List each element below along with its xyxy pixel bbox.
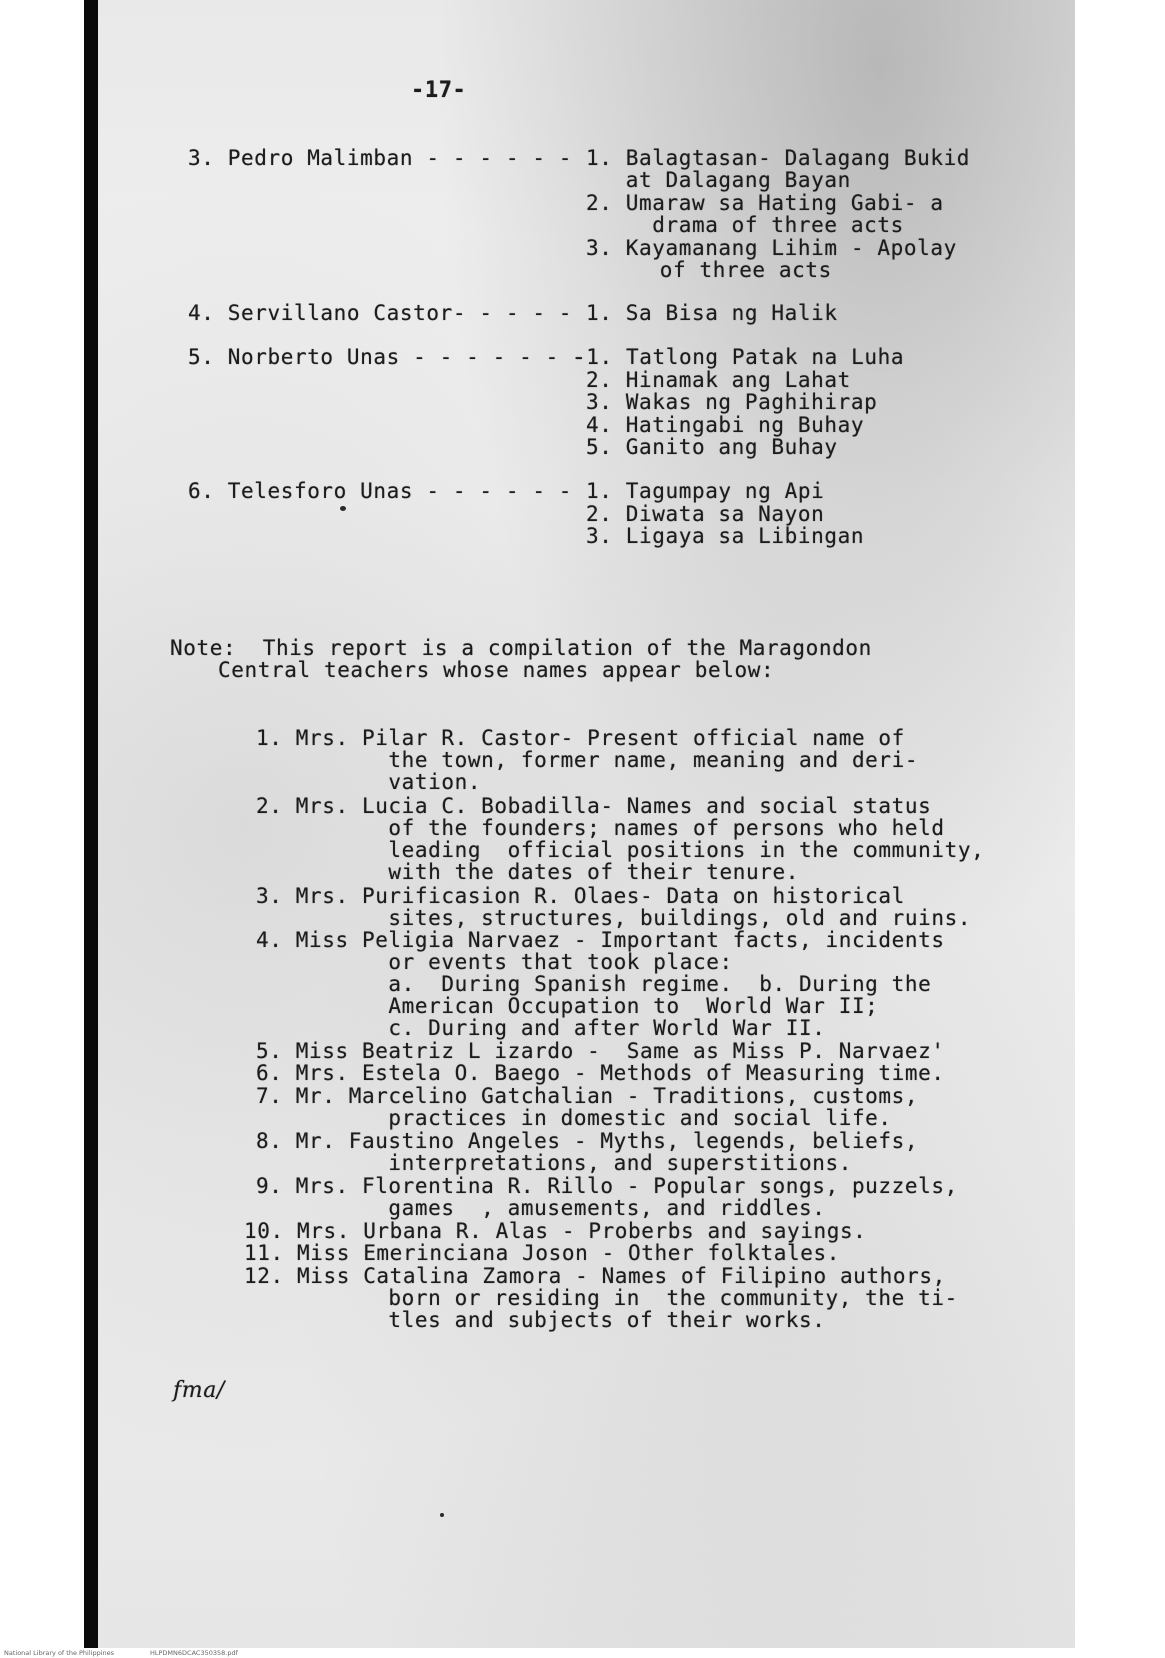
teacher-entry-line: 10. Mrs. Urbana R. Alas - Proberbs and sayings. bbox=[244, 1219, 867, 1243]
teacher-entry-line: American Occupation to World War II; bbox=[256, 994, 879, 1018]
document-page bbox=[98, 0, 1075, 1648]
teacher-entry-line: 2. Mrs. Lucia C. Bobadilla- Names and social status bbox=[256, 794, 932, 818]
scan-speck bbox=[340, 506, 346, 511]
scan-margin-bar bbox=[84, 0, 98, 1648]
work-line: 2. Diwata sa Nayon bbox=[586, 502, 825, 526]
scan-speck bbox=[440, 1513, 444, 1517]
work-line: 2. Umaraw sa Hating Gabi- a bbox=[586, 191, 944, 215]
teacher-entry-line: 7. Mr. Marcelino Gatchalian - Traditions, customs, bbox=[256, 1084, 919, 1108]
author-name-6: 6. Telesforo Unas - - - - - - bbox=[188, 479, 573, 503]
author-name-4: 4. Servillano Castor- - - - - bbox=[188, 301, 573, 325]
teacher-entry-line: sites, structures, buildings, old and ruins. bbox=[256, 906, 972, 930]
teacher-entry-line: of the founders; names of persons who held bbox=[256, 816, 945, 840]
teacher-entry-line: with the dates of their tenure. bbox=[256, 860, 799, 884]
teacher-entry-line: vation. bbox=[256, 770, 482, 794]
footer-filename: HLPDMN6DCAC350358.pdf bbox=[150, 1649, 238, 1657]
teacher-entry-line: a. During Spanish regime. b. During the bbox=[256, 972, 932, 996]
teacher-entry-line: 11. Miss Emerinciana Joson - Other folktales. bbox=[244, 1241, 840, 1265]
teacher-entry-line: 12. Miss Catalina Zamora - Names of Filipino authors, bbox=[244, 1264, 946, 1288]
work-line: 3. Ligaya sa Libingan bbox=[586, 524, 865, 548]
teacher-entry-line: practices in domestic and social life. bbox=[256, 1106, 892, 1130]
work-line: -1. Tatlong Patak na Luha bbox=[573, 345, 905, 369]
work-line: at Dalagang Bayan bbox=[586, 168, 851, 192]
work-line: of three acts bbox=[620, 258, 832, 282]
teacher-entry-line: c. During and after World War II. bbox=[256, 1016, 826, 1040]
work-line: 3. Kayamanang Lihim - Apolay bbox=[586, 236, 957, 260]
work-line: drama of three acts bbox=[586, 213, 904, 237]
note-line-1: Note: This report is a compilation of the Maragondon bbox=[170, 636, 872, 660]
note-line-2: Central teachers whose names appear below: bbox=[218, 658, 775, 682]
teacher-entry-line: 5. Miss Beatriz L izardo - Same as Miss P. Narvaez' bbox=[256, 1039, 945, 1063]
teacher-entry-line: or events that took place: bbox=[256, 950, 733, 974]
teacher-entry-line: 8. Mr. Faustino Angeles - Myths, legends, beliefs, bbox=[256, 1129, 919, 1153]
author-name-5: 5. Norberto Unas - - - - - - - bbox=[188, 345, 586, 369]
teacher-entry-line: the town, former name, meaning and deri- bbox=[256, 748, 919, 772]
teacher-entry-line: games , amusements, and riddles. bbox=[256, 1196, 826, 1220]
footer-source: National Library of the Philippines bbox=[4, 1649, 115, 1657]
scan-footer bbox=[0, 1648, 1165, 1658]
teacher-entry-line: 4. Miss Peligia Narvaez - Important facts, incidents bbox=[256, 928, 945, 952]
teacher-entry-line: 9. Mrs. Florentina R. Rillo - Popular songs, puzzels, bbox=[256, 1174, 958, 1198]
work-line: 1. Tagumpay ng Api bbox=[586, 479, 825, 503]
teacher-entry-line: 1. Mrs. Pilar R. Castor- Present official name of bbox=[256, 726, 905, 750]
teacher-entry-line: tles and subjects of their works. bbox=[256, 1308, 826, 1332]
work-line: 5. Ganito ang Buhay bbox=[586, 435, 838, 459]
work-line: 4. Hatingabi ng Buhay bbox=[586, 413, 865, 437]
teacher-entry-line: 3. Mrs. Purificasion R. Olaes- Data on historical bbox=[256, 884, 905, 908]
author-name-3: 3. Pedro Malimban - - - - - - bbox=[188, 146, 573, 170]
work-line: 1. Balagtasan- Dalagang Bukid bbox=[586, 146, 971, 170]
work-line: 2. Hinamak ang Lahat bbox=[586, 368, 851, 392]
teacher-entry-line: born or residing in the community, the ti- bbox=[256, 1286, 958, 1310]
teacher-entry-line: 6. Mrs. Estela O. Baego - Methods of Measuring time. bbox=[256, 1061, 945, 1085]
work-line: 1. Sa Bisa ng Halik bbox=[586, 301, 838, 325]
teacher-entry-line: leading official positions in the community, bbox=[256, 838, 985, 862]
work-line: 3. Wakas ng Paghihirap bbox=[586, 390, 878, 414]
page-number: -17- bbox=[411, 78, 467, 103]
typist-initials: fma/ bbox=[173, 1378, 225, 1403]
teacher-entry-line: interpretations, and superstitions. bbox=[256, 1151, 852, 1175]
